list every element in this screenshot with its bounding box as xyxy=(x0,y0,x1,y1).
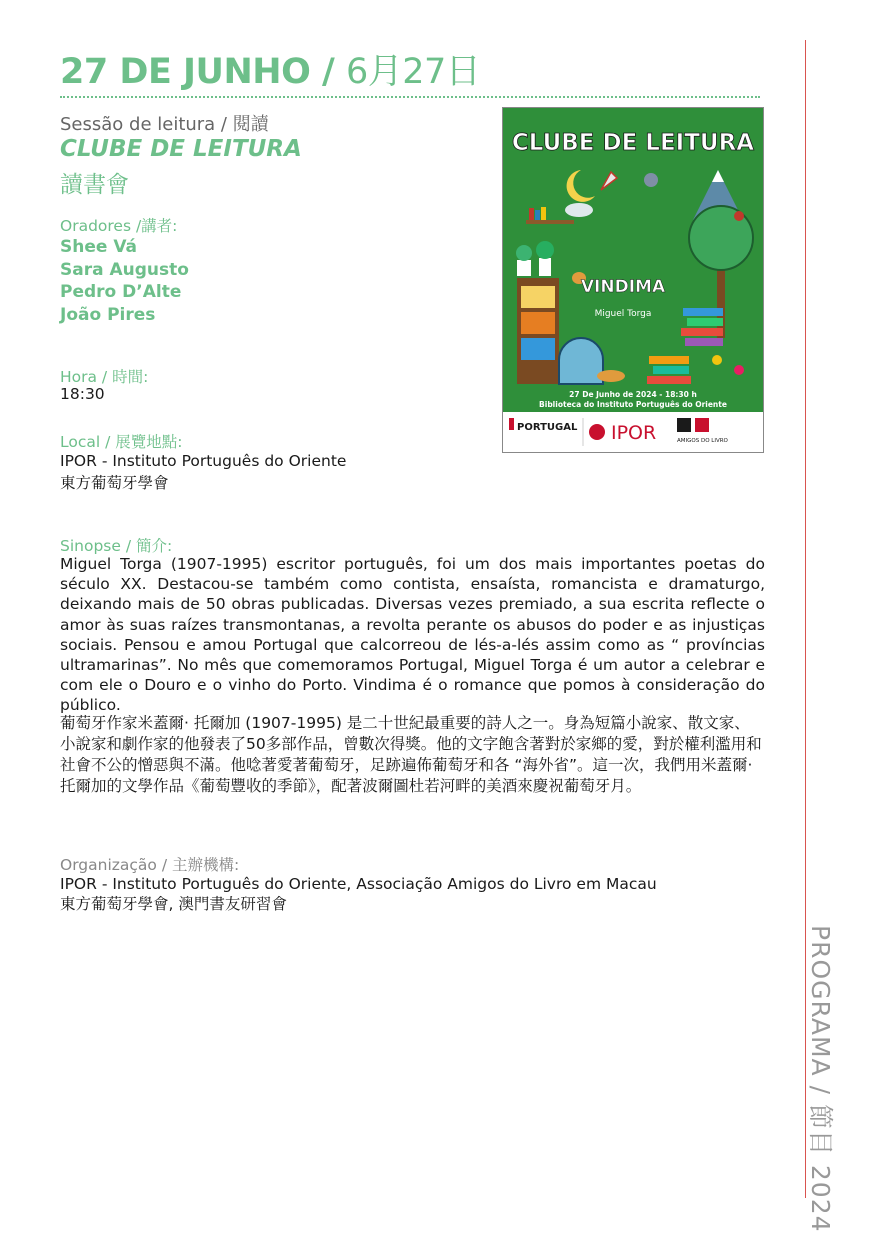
bookcase-shelf xyxy=(521,312,555,334)
armchair-icon xyxy=(559,338,603,384)
poster-date-line: 27 De Junho de 2024 - 18:30 h xyxy=(569,390,697,399)
book-stack-icon xyxy=(683,308,723,316)
speaker-name: Shee Vá xyxy=(60,237,138,257)
speaker-name: Pedro D’Alte xyxy=(60,282,182,302)
location-label: Local / 展覽地點: xyxy=(60,433,183,451)
plant-leaves-icon xyxy=(516,245,532,261)
poster-illustration xyxy=(503,108,763,452)
amigos-logo-mark xyxy=(677,418,691,432)
organization-line2: 東方葡萄牙學會, 澳門書友研習會 xyxy=(60,895,287,913)
date-separator: / xyxy=(310,52,346,92)
shelf-book xyxy=(535,210,540,220)
flower-icon xyxy=(712,355,722,365)
poster-author: Miguel Torga xyxy=(594,309,652,319)
event-title: CLUBE DE LEITURA xyxy=(60,136,302,162)
shelf-book xyxy=(541,207,546,220)
ipor-logo-mark xyxy=(589,424,605,440)
event-date xyxy=(60,44,480,94)
astronaut-icon xyxy=(644,173,658,187)
poster-title: CLUBE DE LEITURA xyxy=(511,130,755,156)
event-poster xyxy=(502,107,764,453)
speakers-list xyxy=(60,236,189,326)
organization-line1: IPOR - Instituto Português do Oriente, Associação Amigos do Livro em Macau xyxy=(60,875,657,893)
dotted-divider xyxy=(60,96,760,98)
speakers-label: Oradores /講者: xyxy=(60,217,178,235)
logo-amigos: AMIGOS DO LIVRO xyxy=(677,438,728,444)
speaker-name: João Pires xyxy=(60,304,156,325)
cloud-icon xyxy=(565,203,593,217)
amigos-logo-seal xyxy=(695,418,709,432)
bookcase-shelf xyxy=(521,338,555,360)
book-stack-item xyxy=(685,338,723,346)
book-stack-item xyxy=(681,328,723,336)
synopsis-text-cn: 葡萄牙作家米蓋爾· 托爾加 (1907-1995) 是二十世紀最重要的詩人之一。身為短篇小說家、散文家、小說家和劇作家的他發表了50多部作品，曾數次得獎。他的文字飽含著對於家鄉的愛，對於權利濫用和社會不公的憎惡與不滿。他唸著愛著葡萄牙，足跡遍佈葡萄牙和各 “海外省”。這一次，我們用米蓋爾· 托爾加的文學作品《葡萄豐收的季節》，配著波爾圖杜若河畔的美酒來慶祝葡萄牙月。 xyxy=(60,714,762,795)
speaker-name: Sara Augusto xyxy=(60,259,189,280)
date-pt: 27 DE JUNHO xyxy=(60,52,311,92)
book-stack-item xyxy=(649,356,689,364)
organization-label: Organização / 主辦機構: xyxy=(60,856,240,874)
session-type: Sessão de leitura / 閱讀 xyxy=(60,114,269,135)
poster-book-title: VINDIMA xyxy=(580,277,666,297)
plant-pot-icon xyxy=(517,260,531,276)
plant-leaves-icon xyxy=(536,241,554,259)
logo-portugal: PORTUGAL xyxy=(517,422,578,433)
poster-venue-line: Biblioteca do Instituto Português do Oriente xyxy=(539,400,727,409)
synopsis-text-pt: Miguel Torga (1907-1995) escritor português, foi um dos mais importantes poetas do século XX. Destacou-se também como contista, ensaísta, romancista e dramaturgo, deixando mais de 50 obras publicadas. Diversas vezes premiado, a sua escrita reflecte o amor às suas raízes transmontanas, a revolta perante os abusos do poder e as injustiças sociais. Pensou e amou Portugal que calcorreou de lés-a-lés assim como as “ províncias ultramarinas”. No mês que comemoramos Portugal, Miguel Torga é um autor a celebrar e com ele o Douro e o vinho do Porto. Vindima é o romance que pomos à consideração do público. xyxy=(60,555,765,715)
book-stack-item xyxy=(647,376,691,384)
shelf-icon xyxy=(526,220,574,224)
time-label: Hora / 時間: xyxy=(60,368,149,386)
portugal-logo-mark xyxy=(509,418,514,430)
bookcase-shelf xyxy=(521,286,555,308)
location-line2: 東方葡萄牙學會 xyxy=(60,474,169,492)
program-running-title: PROGRAMA / 節目 2024 xyxy=(806,925,835,1233)
date-cn: 6月27日 xyxy=(345,52,481,92)
location-line1: IPOR - Instituto Português do Oriente xyxy=(60,452,347,470)
time-value: 18:30 xyxy=(60,385,105,403)
shelf-book xyxy=(529,208,534,220)
plant-pot-icon xyxy=(539,258,551,276)
event-title-cn: 讀書會 xyxy=(60,172,129,198)
logo-ipor: IPOR xyxy=(611,422,657,444)
book-stack-item xyxy=(653,366,689,374)
dog-icon xyxy=(597,370,625,382)
synopsis-label: Sinopse / 簡介: xyxy=(60,537,173,555)
flower-icon xyxy=(734,365,744,375)
book-stack-item xyxy=(687,318,723,326)
bird-icon xyxy=(734,211,744,221)
